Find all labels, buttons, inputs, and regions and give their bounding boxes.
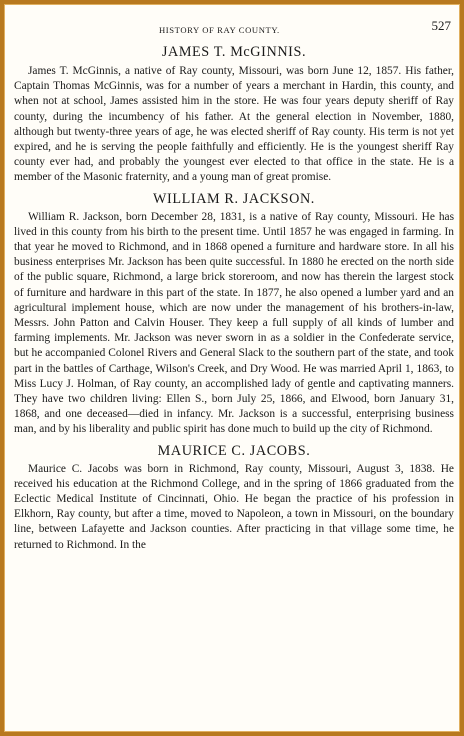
section-body: Maurice C. Jacobs was born in Richmond, Ray county, Missouri, August 3, 1838. He received his education at the Richmond College, and in the spring of 1866 graduated from the Eclectic Medical Institute of Cincinnati, Ohio. He began the practice of his profession in Elkhorn, Ray county, but after a time, moved to Napoleon, a town in Missouri, on the boundary line, between Lafayette and Jackson counties. After practicing in that village some time, he returned to Richmond. In the bbox=[14, 462, 454, 551]
running-title: HISTORY OF RAY COUNTY. bbox=[159, 25, 280, 35]
biography-jackson bbox=[14, 189, 454, 438]
section-heading: MAURICE C. JACOBS. bbox=[157, 442, 311, 459]
section-body: William R. Jackson, born December 28, 1831, is a native of Ray county, Missouri. He has lived in this county from his birth to the present time. Until 1857 he was engaged in farming. In that year he moved to Richmond, and in 1868 opened a furniture and hardware store. In all his business enterprises Mr. Jackson has been quite successful. In 1880 he erected on the north side of the public square, Richmond, a large brick storeroom, and now has therein the largest stock of furniture and hardware in this part of the state. In 1877, he also opened a lumber yard and an agricultural implement house, which are now under the management of his brothers-in-law, Messrs. John Patton and Calvin Houser. They keep a full supply of all kinds of lumber and farming implements. Mr. Jackson was never sworn in as a soldier in the Confederate service, but he accompanied Colonel Rivers and General Slack to the southern part of the state, and took part in the battles of Carthage, Wilson's Creek, and Dry Wood. He was married April 1, 1863, to Miss Lucy J. Holman, of Ray county, an accomplished lady of gentle and captivating manners. They have two children living: Ellen S., born July 25, 1866, and Elwood, born January 31, 1868, and one deceased—died in infancy. Mr. Jackson is a successful, enterprising business man, and by his liberality and public spirit has done much to build up the city of Richmond. bbox=[14, 210, 454, 436]
section-heading: WILLIAM R. JACKSON. bbox=[153, 190, 315, 207]
section-body: James T. McGinnis, a native of Ray county, Missouri, was born June 12, 1857. His father, Captain Thomas McGinnis, was for a number of years a merchant in Hardin, this county, and when not at school, James assisted him in the store. He was four years deputy sheriff of Ray county, during the incumbency of his father. At the general election in November, 1880, although but twenty-three years of age, he was elected sheriff of Ray county. His term is not yet expired, and he is serving the people faithfully and efficiently. He is the youngest sheriff Ray county ever had, and probably the youngest ever elected to that office in the state. He is a member of the Masonic fraternity, and a young man of great promise. bbox=[14, 65, 454, 184]
page-number: 527 bbox=[431, 18, 451, 33]
biography-jacobs bbox=[14, 441, 454, 553]
biography-mcginnis bbox=[14, 42, 454, 186]
section-heading: JAMES T. McGINNIS. bbox=[161, 44, 307, 60]
book-page bbox=[14, 6, 454, 728]
running-head bbox=[14, 6, 454, 34]
